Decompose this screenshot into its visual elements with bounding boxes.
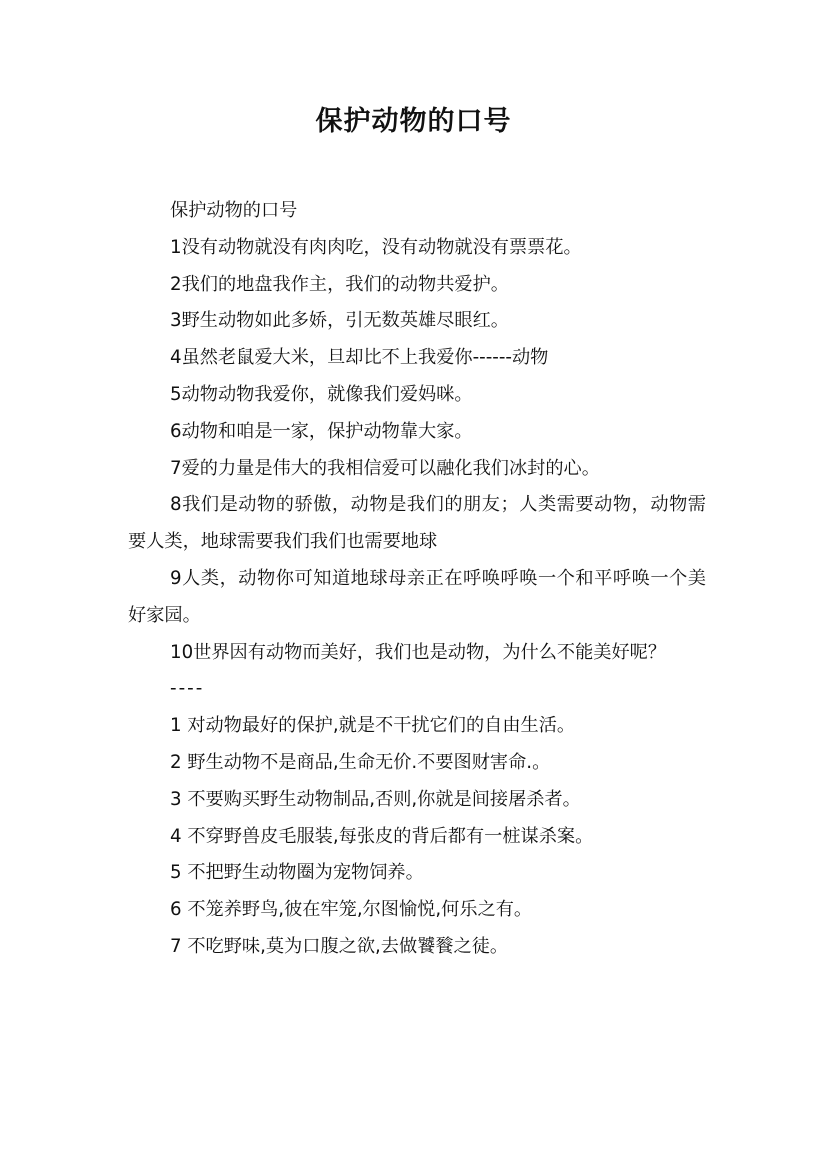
slogan-item: 5动物动物我爱你，就像我们爱妈咪。 [170,383,473,405]
protection-item: 4 不穿野兽皮毛服装,每张皮的背后都有一桩谋杀案。 [170,825,594,847]
protection-item: 1 对动物最好的保护,就是不干扰它们的自由生活。 [170,715,576,737]
slogan-item: 2我们的地盘我作主，我们的动物共爱护。 [170,273,509,295]
protection-item: 2 野生动物不是商品,生命无价.不要图财害命.。 [170,751,551,773]
slogan-item: 9人类，动物你可知道地球母亲正在呼唤呼唤一个和平呼唤一个美好家园。 [128,567,706,626]
paragraph-heading: 保护动物的口号 [170,200,298,221]
protection-item: 5 不把野生动物圈为宠物饲养。 [170,862,424,884]
document-title: 保护动物的口号 [315,106,512,137]
slogan-item: 7爱的力量是伟大的我相信爱可以融化我们冰封的心。 [170,457,600,479]
slogan-item: 6动物和咱是一家，保护动物靠大家。 [170,420,473,442]
protection-item: 7 不吃野味,莫为口腹之欲,去做饕餮之徒。 [170,935,509,957]
section-divider: ---- [170,678,205,700]
slogan-item: 3野生动物如此多娇，引无数英雄尽眼红。 [170,310,509,332]
slogan-item: 4虽然老鼠爱大米，旦却比不上我爱你------动物 [170,347,549,369]
protection-item: 3 不要购买野生动物制品,否则,你就是间接屠杀者。 [170,788,581,810]
slogan-item: 10世界因有动物而美好，我们也是动物，为什么不能美好呢？ [170,641,667,663]
document-body [128,193,706,966]
slogan-item: 8我们是动物的骄傲，动物是我们的朋友；人类需要动物，动物需要人类，地球需要我们我们也需要地球 [128,494,706,553]
slogan-item: 1没有动物就没有肉肉吃，没有动物就没有票票花。 [170,236,582,258]
protection-item: 6 不笼养野鸟,彼在牢笼,尔图愉悦,何乐之有。 [170,899,533,921]
